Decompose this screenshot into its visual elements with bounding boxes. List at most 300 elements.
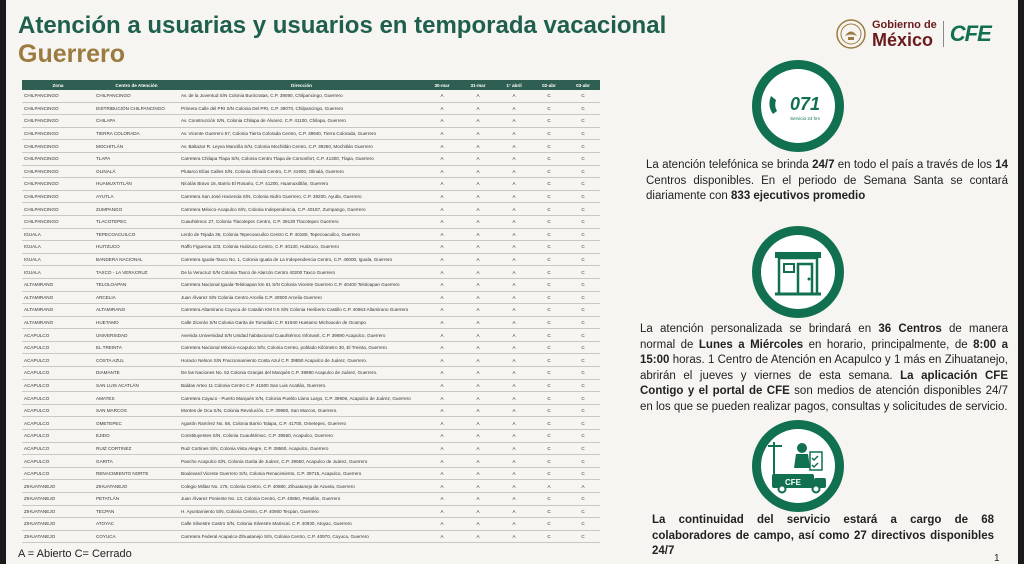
table-row bbox=[22, 480, 600, 493]
b2-text-3: en horario, principalmente, de bbox=[803, 338, 974, 351]
b2-bold-4: La aplicación CFE Contigo y el portal de CFE bbox=[640, 369, 1008, 397]
table-cell: ALTAMIRANO bbox=[22, 291, 94, 304]
table-cell: Nicolás Bravo 16, Barrio El Rosario, C.P. 41200, Huamuxtitlán, Guerrero bbox=[179, 178, 424, 191]
table-row bbox=[22, 505, 600, 518]
table-cell: Av. Construcción S/N, Colonia Chilapa de Álvarez, C.P. 41100, Chilapa, Guerrero bbox=[179, 115, 424, 128]
status-cell: C bbox=[532, 329, 566, 342]
table-cell: CHILPANCINGO bbox=[22, 190, 94, 203]
service-center-circle bbox=[752, 226, 844, 318]
table-row bbox=[22, 127, 600, 140]
status-cell: C bbox=[566, 228, 600, 241]
status-cell: A bbox=[460, 203, 496, 216]
table-cell: IGUALA bbox=[22, 253, 94, 266]
table-cell: Carretera Nacional México-Acapulco S/N, Colonia Centro, poblado Kilómetro 30, El Treinta, Guerrero bbox=[179, 341, 424, 354]
status-cell: A bbox=[424, 278, 460, 291]
status-cell: A bbox=[566, 480, 600, 493]
status-cell: C bbox=[532, 505, 566, 518]
status-cell: C bbox=[532, 467, 566, 480]
status-cell: C bbox=[532, 455, 566, 468]
table-row bbox=[22, 90, 600, 102]
status-cell: C bbox=[532, 253, 566, 266]
status-cell: C bbox=[566, 379, 600, 392]
status-cell: A bbox=[496, 102, 532, 115]
table-cell: ZIHUATANEJO bbox=[22, 530, 94, 543]
table-cell: Primera Calle del PRI S/N Colonia Del PRI, C.P. 39070, Chilpancingo, Guerrero bbox=[179, 102, 424, 115]
status-cell: A bbox=[424, 530, 460, 543]
status-cell: C bbox=[566, 203, 600, 216]
table-row bbox=[22, 304, 600, 317]
status-cell: A bbox=[424, 493, 460, 506]
table-cell: Agustín Ramírez No. 56, Colonia Barrio Talapa, C.P. 41700, Ometepec, Guerrero bbox=[179, 417, 424, 430]
table-cell: BANDERA NACIONAL bbox=[94, 253, 179, 266]
personal-attention-text bbox=[640, 322, 1008, 415]
status-cell: A bbox=[460, 253, 496, 266]
table-cell: ACAPULCO bbox=[22, 417, 94, 430]
status-cell: A bbox=[460, 140, 496, 153]
status-cell: A bbox=[424, 442, 460, 455]
status-cell: A bbox=[496, 480, 532, 493]
table-cell: ZIHUATANEJO bbox=[22, 480, 94, 493]
table-row bbox=[22, 354, 600, 367]
table-cell: Ruiz Cortines S/N, Colonia Vista Alegre, C.P. 39560, Acapulco, Guerrero bbox=[179, 442, 424, 455]
table-cell: IGUALA bbox=[22, 241, 94, 254]
status-cell: A bbox=[496, 152, 532, 165]
table-cell: Pancho Acapulco S/N, Colonia Garita de Juárez, C.P. 39650, Acapulco de Juárez, Guerrero bbox=[179, 455, 424, 468]
table-cell: ACAPULCO bbox=[22, 354, 94, 367]
status-cell: A bbox=[496, 505, 532, 518]
status-cell: C bbox=[566, 354, 600, 367]
status-cell: A bbox=[424, 215, 460, 228]
status-cell: C bbox=[566, 253, 600, 266]
status-cell: A bbox=[496, 367, 532, 380]
status-cell: A bbox=[460, 115, 496, 128]
table-row bbox=[22, 329, 600, 342]
b2-bold-1: 36 Centros bbox=[878, 323, 942, 335]
status-cell: A bbox=[496, 203, 532, 216]
table-cell: CHILPANCINGO bbox=[22, 178, 94, 191]
status-cell: C bbox=[532, 127, 566, 140]
status-cell: C bbox=[566, 140, 600, 153]
status-cell: A bbox=[460, 417, 496, 430]
status-cell: C bbox=[532, 152, 566, 165]
table-cell: ALTAMIRANO bbox=[94, 304, 179, 317]
table-cell: Colegio Militar No. 175, Colonia Centro, C.P. 40880, Zihuatanejo de Azueta, Guerrero bbox=[179, 480, 424, 493]
table-row bbox=[22, 379, 600, 392]
b1-bold-1: 24/7 bbox=[812, 159, 835, 171]
status-cell: A bbox=[496, 90, 532, 102]
status-cell: C bbox=[532, 304, 566, 317]
status-cell: C bbox=[566, 530, 600, 543]
status-cell: C bbox=[532, 90, 566, 102]
status-cell: A bbox=[496, 430, 532, 443]
status-cell: C bbox=[566, 127, 600, 140]
status-cell: A bbox=[460, 430, 496, 443]
table-cell: CHILPANCINGO bbox=[22, 215, 94, 228]
table-cell: TAXCO - LA VERACRUZ bbox=[94, 266, 179, 279]
status-cell: A bbox=[496, 215, 532, 228]
status-cell: A bbox=[424, 354, 460, 367]
table-cell: ACAPULCO bbox=[22, 329, 94, 342]
status-cell: C bbox=[532, 102, 566, 115]
table-cell: Carretera México-Acapulco S/N, Colonia Independencia, C.P. 40187, Zumpango, Guerrero bbox=[179, 203, 424, 216]
table-row bbox=[22, 417, 600, 430]
table-cell: Montes de Oca S/N, Colonia Revolución, C.P. 39980, San Marcos, Guerrero. bbox=[179, 404, 424, 417]
table-cell: CHILAPA bbox=[94, 115, 179, 128]
table-cell: MOCHITLÁN bbox=[94, 140, 179, 153]
b2-bold-2: Lunes a Miércoles bbox=[698, 338, 804, 351]
table-cell: HUITZUCO bbox=[94, 241, 179, 254]
status-cell: A bbox=[424, 392, 460, 405]
status-cell: A bbox=[496, 354, 532, 367]
logo-divider bbox=[943, 21, 944, 47]
status-cell: C bbox=[532, 430, 566, 443]
status-cell: C bbox=[532, 392, 566, 405]
status-cell: A bbox=[496, 518, 532, 531]
status-cell: A bbox=[424, 304, 460, 317]
status-cell: A bbox=[424, 316, 460, 329]
status-cell: A bbox=[496, 291, 532, 304]
status-cell: A bbox=[424, 430, 460, 443]
b1-bold-3: 833 ejecutivos promedio bbox=[731, 190, 866, 202]
status-cell: C bbox=[566, 367, 600, 380]
phone-attention-text bbox=[646, 158, 1008, 205]
table-cell: UNIVERSIDAD bbox=[94, 329, 179, 342]
table-row bbox=[22, 278, 600, 291]
table-cell: Horacio Nelson S/N Fraccionamiento Costa Azul C.P. 39850 Acapulco de Juárez, Guerrero. bbox=[179, 354, 424, 367]
table-cell: ZIHUATANEJO bbox=[22, 493, 94, 506]
status-cell: A bbox=[496, 442, 532, 455]
status-cell: A bbox=[496, 467, 532, 480]
b2-text-2: de manera normal de bbox=[640, 323, 1008, 351]
logos bbox=[836, 18, 991, 50]
status-cell: C bbox=[566, 518, 600, 531]
gobierno-mexico-logo bbox=[872, 20, 937, 49]
status-cell: A bbox=[424, 341, 460, 354]
status-cell: A bbox=[460, 215, 496, 228]
b3-text-3: de campo, así como bbox=[731, 529, 855, 542]
status-cell: A bbox=[460, 178, 496, 191]
table-row bbox=[22, 178, 600, 191]
status-cell: A bbox=[460, 392, 496, 405]
field-crew-icon bbox=[766, 438, 830, 494]
table-cell: DISTRIBUCIÓN CHILPANCINGO bbox=[94, 102, 179, 115]
status-cell: C bbox=[532, 341, 566, 354]
status-cell: A bbox=[424, 379, 460, 392]
table-cell: SAN LUIS ACATLÁN bbox=[94, 379, 179, 392]
mexico-label: México bbox=[872, 29, 934, 50]
status-cell: C bbox=[532, 367, 566, 380]
table-row bbox=[22, 367, 600, 380]
table-cell: HUETAMO bbox=[94, 316, 179, 329]
status-cell: A bbox=[460, 228, 496, 241]
table-cell: OLINALÁ bbox=[94, 165, 179, 178]
table-cell: ZUMPANGO bbox=[94, 203, 179, 216]
status-cell: C bbox=[532, 278, 566, 291]
table-cell: ACAPULCO bbox=[22, 455, 94, 468]
status-cell: A bbox=[460, 165, 496, 178]
table-cell: ALTAMIRANO bbox=[22, 304, 94, 317]
table-cell: CHILPANCINGO bbox=[22, 127, 94, 140]
status-cell: A bbox=[424, 253, 460, 266]
table-cell: CHILPANCINGO bbox=[22, 102, 94, 115]
status-cell: A bbox=[496, 329, 532, 342]
table-cell: TEPECOACUILCO bbox=[94, 228, 179, 241]
status-cell: A bbox=[460, 379, 496, 392]
status-cell: C bbox=[566, 90, 600, 102]
table-cell: Calle Silvestre Castro S/N, Colonia Silvestre Mariscal, C.P. 40930, Atoyac, Guerrero bbox=[179, 518, 424, 531]
table-row bbox=[22, 203, 600, 216]
table-row bbox=[22, 316, 600, 329]
status-cell: A bbox=[460, 354, 496, 367]
table-cell: GARITA bbox=[94, 455, 179, 468]
status-cell: A bbox=[496, 341, 532, 354]
table-row bbox=[22, 165, 600, 178]
phone-071-circle bbox=[752, 60, 844, 152]
status-cell: A bbox=[424, 518, 460, 531]
status-cell: C bbox=[566, 467, 600, 480]
status-cell: A bbox=[532, 480, 566, 493]
status-cell: C bbox=[566, 316, 600, 329]
status-cell: C bbox=[532, 379, 566, 392]
table-cell: ACAPULCO bbox=[22, 430, 94, 443]
status-cell: C bbox=[532, 442, 566, 455]
status-cell: A bbox=[496, 316, 532, 329]
table-cell: Av. Baltazar R. Leyva Mancilla S/N, Colonia Mochitlán Centro, C.P. 39250, Mochitlán Guerrero bbox=[179, 140, 424, 153]
status-cell: C bbox=[566, 505, 600, 518]
table-cell: CHILPANCINGO bbox=[22, 115, 94, 128]
building-icon bbox=[771, 246, 825, 298]
table-row bbox=[22, 152, 600, 165]
status-cell: C bbox=[566, 392, 600, 405]
status-cell: C bbox=[532, 291, 566, 304]
table-cell: Avenida Universidad S/N Unidad habitacional Cuauhtémoc Infonavit, C.P. 39690 Acapulco, Guerrero bbox=[179, 329, 424, 342]
status-cell: A bbox=[496, 165, 532, 178]
status-cell: A bbox=[460, 442, 496, 455]
table-cell: Baldas Arteo 11 Colonia Centro C.P. 41600 San Luis Acatlán, Guerrero. bbox=[179, 379, 424, 392]
status-cell: C bbox=[532, 215, 566, 228]
table-cell: ACAPULCO bbox=[22, 467, 94, 480]
table-cell: Carretera Nacional Iguala-Teloloapan km 61 S/N Colonia Vicente Guerrero C.P. 40400 Teloloapan Guerrero bbox=[179, 278, 424, 291]
status-cell: A bbox=[424, 505, 460, 518]
b1-text-3: Centros disponibles. En el periodo de Semana Santa se contará diariamente con bbox=[646, 174, 1008, 202]
column-header: Centro de Atención bbox=[94, 80, 179, 90]
status-cell: A bbox=[460, 367, 496, 380]
table-cell: ACAPULCO bbox=[22, 379, 94, 392]
table-row bbox=[22, 442, 600, 455]
status-cell: C bbox=[566, 329, 600, 342]
status-cell: A bbox=[460, 102, 496, 115]
status-cell: A bbox=[424, 127, 460, 140]
status-cell: A bbox=[424, 190, 460, 203]
status-cell: A bbox=[460, 241, 496, 254]
status-cell: C bbox=[532, 228, 566, 241]
table-cell: DIAMANTE bbox=[94, 367, 179, 380]
table-cell: RENACIMIENTO NORTE bbox=[94, 467, 179, 480]
column-header: 1° abril bbox=[496, 80, 532, 90]
status-cell: A bbox=[424, 228, 460, 241]
column-header: Zona bbox=[22, 80, 94, 90]
status-cell: A bbox=[460, 493, 496, 506]
status-cell: C bbox=[532, 316, 566, 329]
status-cell: A bbox=[424, 102, 460, 115]
status-cell: C bbox=[566, 102, 600, 115]
status-cell: A bbox=[424, 115, 460, 128]
status-cell: A bbox=[460, 341, 496, 354]
table-row bbox=[22, 493, 600, 506]
table-cell: SAN MARCOS bbox=[94, 404, 179, 417]
table-cell: COSTA AZUL bbox=[94, 354, 179, 367]
column-header: 30-mar bbox=[424, 80, 460, 90]
table-cell: EJIDO bbox=[94, 430, 179, 443]
table-row bbox=[22, 140, 600, 153]
legend: A = Abierto C= Cerrado bbox=[18, 548, 132, 560]
phone-071-icon bbox=[765, 86, 831, 126]
status-cell: A bbox=[496, 379, 532, 392]
status-cell: A bbox=[424, 178, 460, 191]
column-header: 03-abr bbox=[566, 80, 600, 90]
table-cell: CHILPANCINGO bbox=[22, 203, 94, 216]
table-cell: Av. de la Juventud S/N Colonia Burócratas, C.P. 39090, Chilpancingo, Guerrero bbox=[179, 90, 424, 102]
b3-bold-2: 27 directivos disponibles 24/7 bbox=[652, 529, 994, 557]
table-cell: Constituyentes S/N, Colonia Cuauhtémoc, C.P. 39550, Acapulco, Guerrero bbox=[179, 430, 424, 443]
status-cell: A bbox=[496, 115, 532, 128]
status-cell: A bbox=[496, 530, 532, 543]
mexico-seal-icon bbox=[836, 19, 866, 49]
table-cell: CHILPANCINGO bbox=[22, 140, 94, 153]
cfe-logo: CFE bbox=[949, 21, 991, 46]
table-row bbox=[22, 404, 600, 417]
table-cell: Carretera Chilapa Tlapa S/N, Colonia Centro Tlapa de Comonfort, C.P. 41300, Tlapa, Guerrero bbox=[179, 152, 424, 165]
status-cell: C bbox=[566, 442, 600, 455]
status-cell: C bbox=[566, 190, 600, 203]
status-cell: C bbox=[532, 241, 566, 254]
status-cell: C bbox=[566, 215, 600, 228]
table-cell: Lerdo de Tejada 36, Colonia Tepecoacuilco Centro C.P. 40180, Tepecoacuilco, Guerrero bbox=[179, 228, 424, 241]
status-cell: C bbox=[532, 203, 566, 216]
table-cell: EL TREINTA bbox=[94, 341, 179, 354]
status-cell: A bbox=[496, 455, 532, 468]
table-row bbox=[22, 341, 600, 354]
phone-071-caption: Servicio 24 hrs bbox=[790, 116, 820, 121]
table-cell: Carretera Altamirano Coyuca de Catalán KM 0.5 S/N Colonia Heriberto Castillo C.P. 40663 Altamirano Guerrero bbox=[179, 304, 424, 317]
b1-bold-2: 14 bbox=[995, 159, 1008, 171]
table-cell: ZIHUATANEJO bbox=[94, 480, 179, 493]
status-cell: A bbox=[496, 417, 532, 430]
table-body bbox=[22, 90, 600, 543]
status-cell: A bbox=[496, 190, 532, 203]
table-cell: RUIZ CORTINEZ bbox=[94, 442, 179, 455]
b2-bold-3: 8:00 a 15:00 bbox=[640, 338, 1008, 366]
status-cell: A bbox=[460, 404, 496, 417]
status-cell: A bbox=[496, 493, 532, 506]
table-row bbox=[22, 430, 600, 443]
column-header: Dirección bbox=[179, 80, 424, 90]
column-header: 02-abr bbox=[532, 80, 566, 90]
table-row bbox=[22, 467, 600, 480]
status-cell: A bbox=[460, 266, 496, 279]
table-row bbox=[22, 190, 600, 203]
status-cell: C bbox=[566, 455, 600, 468]
status-cell: C bbox=[532, 140, 566, 153]
gobierno-label: Gobierno de bbox=[872, 18, 937, 31]
status-cell: A bbox=[460, 329, 496, 342]
table-cell: Cuauhtémoc 27, Colonia Tlacotepec Centro, C.P. 39130 Tlacotepec Guerrero bbox=[179, 215, 424, 228]
table-cell: AMATES bbox=[94, 392, 179, 405]
status-cell: A bbox=[460, 291, 496, 304]
table-cell: Juan Álvarez Poniente No. 13, Colonia Centro, C.P. 40850, Petatlán, Guerrero bbox=[179, 493, 424, 506]
table-cell: COYUCA bbox=[94, 530, 179, 543]
table-cell: De la Veracruz S/N Colonia Taxco de Alarcón Centro 40200 Taxco Guerrero bbox=[179, 266, 424, 279]
table-row bbox=[22, 215, 600, 228]
table-row bbox=[22, 102, 600, 115]
table-cell: CHILPANCINGO bbox=[22, 152, 94, 165]
status-cell: C bbox=[566, 278, 600, 291]
table-cell: TLAPA bbox=[94, 152, 179, 165]
table-cell: CHILPANCINGO bbox=[22, 90, 94, 102]
b2-text-5: son medios de atención disponibles 24/7 en los que se pueden realizar pagos, consultas y solicitudes de servicio. bbox=[640, 385, 1008, 413]
table-cell: Plutarco Elías Calles S/N, Colonia Olinalá Centro, C.P. 41900, Olinalá, Guerrero bbox=[179, 165, 424, 178]
table-cell: ALTAMIRANO bbox=[22, 278, 94, 291]
status-cell: C bbox=[532, 530, 566, 543]
status-cell: A bbox=[424, 367, 460, 380]
table-cell: IGUALA bbox=[22, 228, 94, 241]
status-cell: A bbox=[424, 467, 460, 480]
status-cell: C bbox=[532, 115, 566, 128]
table-cell: Juan Álvarez S/N Colonia Centro Arcelia C.P. 40500 Arcelia Guerrero bbox=[179, 291, 424, 304]
status-cell: A bbox=[424, 455, 460, 468]
page-number: 1 bbox=[994, 553, 1000, 564]
table-cell: Av. Vicente Guerrero 57, Colonia Tierra Colorada Centro, C.P. 39940, Tierra Colorada, Guerrero bbox=[179, 127, 424, 140]
status-cell: A bbox=[424, 291, 460, 304]
status-cell: A bbox=[424, 90, 460, 102]
table-row bbox=[22, 266, 600, 279]
status-cell: A bbox=[460, 455, 496, 468]
table-cell: H. Ayuntamiento S/N, Colonia Centro, C.P. 40900 Tecpan, Guerrero bbox=[179, 505, 424, 518]
table-cell: TELOLOAPAN bbox=[94, 278, 179, 291]
table-cell: Carretera Cayaco - Puerto Marqués S/N, Colonia Pueblo Llano Largo, C.P. 39906, Acapulco de Juárez, Guerrero bbox=[179, 392, 424, 405]
status-cell: A bbox=[496, 404, 532, 417]
table-cell: TECPAN bbox=[94, 505, 179, 518]
table-row bbox=[22, 253, 600, 266]
status-cell: A bbox=[460, 316, 496, 329]
slide bbox=[6, 0, 1018, 564]
status-cell: A bbox=[460, 278, 496, 291]
status-cell: A bbox=[496, 127, 532, 140]
table-cell: ARCELIA bbox=[94, 291, 179, 304]
table-cell: IGUALA bbox=[22, 266, 94, 279]
status-cell: C bbox=[532, 518, 566, 531]
status-cell: A bbox=[496, 278, 532, 291]
status-cell: A bbox=[496, 304, 532, 317]
table-cell: PETATLÁN bbox=[94, 493, 179, 506]
b1-text-2: en todo el país a través de los bbox=[834, 159, 996, 171]
status-cell: A bbox=[460, 304, 496, 317]
status-cell: A bbox=[496, 228, 532, 241]
b1-text-1: La atención telefónica se brinda bbox=[646, 159, 813, 171]
page-title: Atención a usuarias y usuarios en temporada vacacional bbox=[18, 12, 667, 39]
b3-text-2: estará a cargo de bbox=[830, 514, 982, 526]
status-cell: A bbox=[424, 266, 460, 279]
status-cell: C bbox=[566, 291, 600, 304]
status-cell: C bbox=[532, 190, 566, 203]
table-row bbox=[22, 455, 600, 468]
status-cell: A bbox=[496, 253, 532, 266]
table-cell: HUAMUXTITLÁN bbox=[94, 178, 179, 191]
status-cell: C bbox=[566, 417, 600, 430]
status-cell: C bbox=[532, 178, 566, 191]
state-subtitle: Guerrero bbox=[18, 40, 125, 68]
table-cell: ATOYAC bbox=[94, 518, 179, 531]
